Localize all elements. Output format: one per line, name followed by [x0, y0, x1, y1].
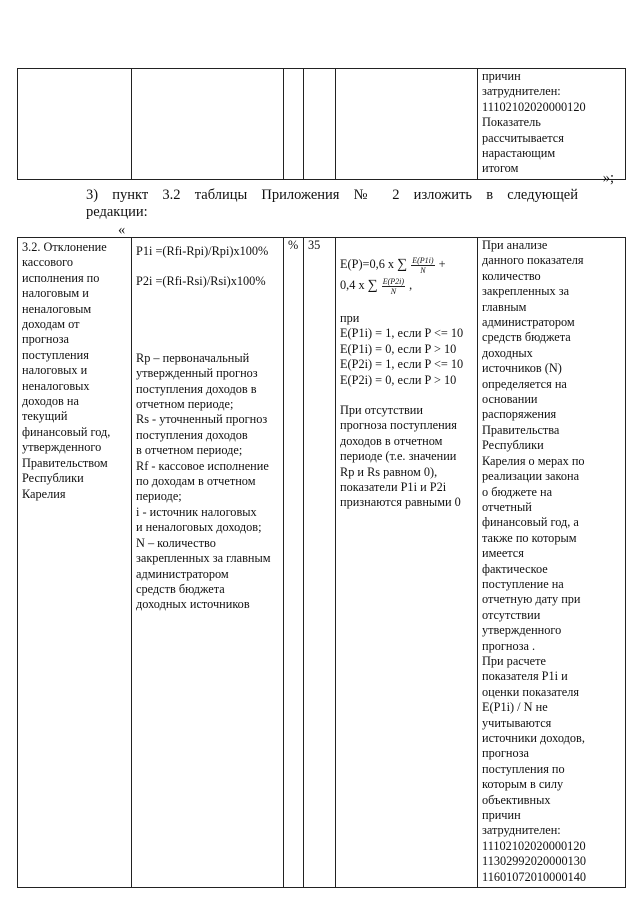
- definition-line: i - источник налоговых: [136, 504, 257, 519]
- comment-line: средств бюджета: [482, 330, 571, 345]
- sum-icon: ∑: [367, 278, 378, 293]
- indicator-line: Правительством: [22, 455, 108, 470]
- comment-line: поступление на: [482, 576, 564, 591]
- comment-line: E(P1i) / N не: [482, 700, 548, 715]
- score-note-line: периоде (т.е. значении: [340, 449, 457, 464]
- score-condition: при: [340, 311, 360, 325]
- indicator-line: доходам от: [22, 317, 80, 332]
- comment-line: поступления по: [482, 761, 565, 776]
- previous-table-fragment: [17, 68, 626, 180]
- score-note-line: доходов в отчетном: [340, 433, 443, 448]
- prev-comment-line: рассчитывается: [482, 130, 564, 145]
- fraction-numerator: E(P2i): [382, 276, 405, 286]
- comment-line: определяется на: [482, 376, 567, 391]
- comment-line: При расчете: [482, 653, 546, 668]
- comment-line: администратором: [482, 315, 575, 330]
- comment-line: данного показателя: [482, 253, 584, 268]
- comment-line: При анализе: [482, 238, 548, 252]
- score-condition: E(P2i) = 0, если P > 10: [340, 372, 457, 387]
- indicator-line: неналоговых: [22, 378, 90, 393]
- prev-indicator-cell: [18, 69, 132, 180]
- comment-line: финансовый год, а: [482, 515, 579, 530]
- prev-comment-cell: [478, 69, 626, 180]
- indicator-line: исполнения по: [22, 270, 100, 285]
- indicator-line: неналоговым: [22, 301, 92, 316]
- score-condition: E(P1i) = 0, если P > 10: [340, 341, 457, 356]
- comment-line: причин: [482, 808, 521, 823]
- indicator-line: кассового: [22, 255, 74, 270]
- definition-line: Rs - уточненный прогноз: [136, 412, 268, 427]
- definition-line: Rf - кассовое исполнение: [136, 458, 269, 473]
- comment-line: также по которым: [482, 530, 577, 545]
- indicator-line: 3.2. Отклонение: [22, 240, 107, 254]
- formula-cell: [132, 238, 284, 888]
- comment-line: прогноза: [482, 746, 529, 761]
- comment-line: источники доходов,: [482, 731, 585, 745]
- comment-line: фактическое: [482, 561, 548, 576]
- score-note-line: При отсутствии: [340, 403, 423, 418]
- score-fraction-2: [382, 277, 405, 296]
- comment-line: 11601072010000140: [482, 869, 587, 884]
- score-note-line: прогноза поступления: [340, 418, 457, 433]
- comment-line: о бюджете на: [482, 484, 553, 499]
- prev-formula-cell: [132, 69, 284, 180]
- prev-score-cell: [336, 69, 478, 180]
- prev-comment-line: итогом: [482, 161, 519, 176]
- indicator-line: текущий: [22, 409, 68, 424]
- definition-line: администратором: [136, 566, 229, 581]
- comment-line: Республики: [482, 438, 544, 453]
- indicator-line: поступления: [22, 347, 89, 362]
- comment-line: отсутствии: [482, 607, 541, 622]
- fraction-denominator: N: [420, 265, 426, 275]
- instruction-text-continued: редакции:: [86, 204, 148, 220]
- indicator-line: Республики: [22, 471, 84, 486]
- comment-line: закрепленных за: [482, 284, 570, 299]
- definition-line: утвержденный прогноз: [136, 366, 258, 381]
- prev-comment-line: причин: [482, 69, 521, 83]
- comment-line: 11302992020000130: [482, 854, 587, 869]
- comment-line: отчетную дату при: [482, 592, 581, 607]
- comment-line: отчетный: [482, 499, 532, 514]
- indicator-line: утвержденного: [22, 440, 102, 455]
- score-formula-prefix1: E(P)=0,6 x: [340, 257, 395, 271]
- score-condition: E(P1i) = 1, если P <= 10: [340, 326, 464, 341]
- comment-line: основании: [482, 392, 538, 407]
- fraction-numerator: E(P1i): [412, 255, 434, 265]
- indicator-line: налоговым и: [22, 286, 89, 301]
- comment-line: 11102102020000120: [482, 838, 586, 853]
- fraction-denominator: N: [390, 286, 397, 296]
- indicator-name-cell: [18, 238, 132, 888]
- comment-line: которым в силу: [482, 777, 564, 792]
- comment-line: Правительства: [482, 422, 560, 437]
- definition-line: поступления доходов в: [136, 381, 257, 396]
- formula-p1: P1i =(Rfi-Rpi)/Rpi)x100%: [136, 244, 269, 258]
- definition-line: в отчетном периоде;: [136, 443, 243, 458]
- definition-line: и неналоговых доходов;: [136, 520, 262, 535]
- score-note-line: Rp и Rs равном 0),: [340, 464, 438, 479]
- score-formula-plus: +: [438, 257, 446, 271]
- definition-line: закрепленных за главным: [136, 551, 271, 566]
- definition-line: поступления доходов: [136, 427, 248, 442]
- prev-unit-cell: [284, 69, 304, 180]
- indicator-line: прогноза: [22, 332, 69, 347]
- comment-line: показателя P1i и: [482, 669, 568, 684]
- score-fraction-1: [411, 256, 434, 275]
- definition-line: Rp – первоначальный: [136, 350, 250, 365]
- definition-line: отчетном периоде;: [136, 397, 234, 412]
- indicator-table: [17, 237, 626, 888]
- comment-line: распоряжения: [482, 407, 557, 422]
- opening-quote: «: [118, 222, 126, 238]
- score-condition: E(P2i) = 1, если P <= 10: [340, 357, 464, 372]
- comment-line: объективных: [482, 792, 551, 807]
- definition-line: N – количество: [136, 535, 216, 550]
- definition-line: по доходам в отчетном: [136, 474, 256, 489]
- sum-icon: ∑: [397, 257, 408, 272]
- comment-line: затруднителен:: [482, 823, 561, 838]
- score-cell: [336, 238, 478, 888]
- comment-line: имеется: [482, 546, 524, 561]
- indicator-line: доходов на: [22, 394, 79, 409]
- comment-line: главным: [482, 299, 527, 314]
- comment-cell: [478, 238, 626, 888]
- comment-line: Карелия о мерах по: [482, 453, 585, 468]
- score-formula-line2: [340, 275, 473, 296]
- score-note-line: признаются равными 0: [340, 495, 461, 510]
- comment-line: количество: [482, 268, 541, 283]
- comment-line: утвержденного: [482, 623, 562, 638]
- definition-line: периоде;: [136, 489, 182, 504]
- prev-comment-line: Показатель: [482, 115, 541, 130]
- prev-comment-line: затруднителен:: [482, 84, 561, 99]
- indicator-line: налоговых и: [22, 363, 88, 378]
- closing-quote: »;: [602, 170, 614, 186]
- score-formula-line1: [340, 254, 473, 275]
- prev-comment-line: 11102102020000120: [482, 99, 586, 114]
- prev-comment-line: нарастающим: [482, 146, 556, 161]
- comment-line: доходных: [482, 345, 533, 360]
- definition-line: средств бюджета: [136, 581, 225, 596]
- comment-line: реализации закона: [482, 469, 580, 484]
- comment-line: учитываются: [482, 715, 552, 730]
- definition-line: доходных источников: [136, 597, 250, 612]
- comment-line: источников (N): [482, 361, 562, 376]
- instruction-text: 3) пункт 3.2 таблицы Приложения № 2 изложить в следующей: [86, 187, 578, 203]
- weight-cell: 35: [304, 238, 336, 888]
- indicator-line: финансовый год,: [22, 424, 111, 439]
- comment-line: оценки показателя: [482, 684, 579, 699]
- score-note-line: показатели P1i и P2i: [340, 480, 447, 495]
- comment-line: прогноза .: [482, 638, 536, 653]
- indicator-line: Карелия: [22, 486, 66, 501]
- unit-cell: %: [284, 238, 304, 888]
- score-formula-prefix2: 0,4 x: [340, 278, 365, 292]
- formula-p2: P2i =(Rfi-Rsi)/Rsi)x100%: [136, 274, 266, 289]
- prev-weight-cell: [304, 69, 336, 180]
- score-formula-suffix: ,: [409, 278, 413, 292]
